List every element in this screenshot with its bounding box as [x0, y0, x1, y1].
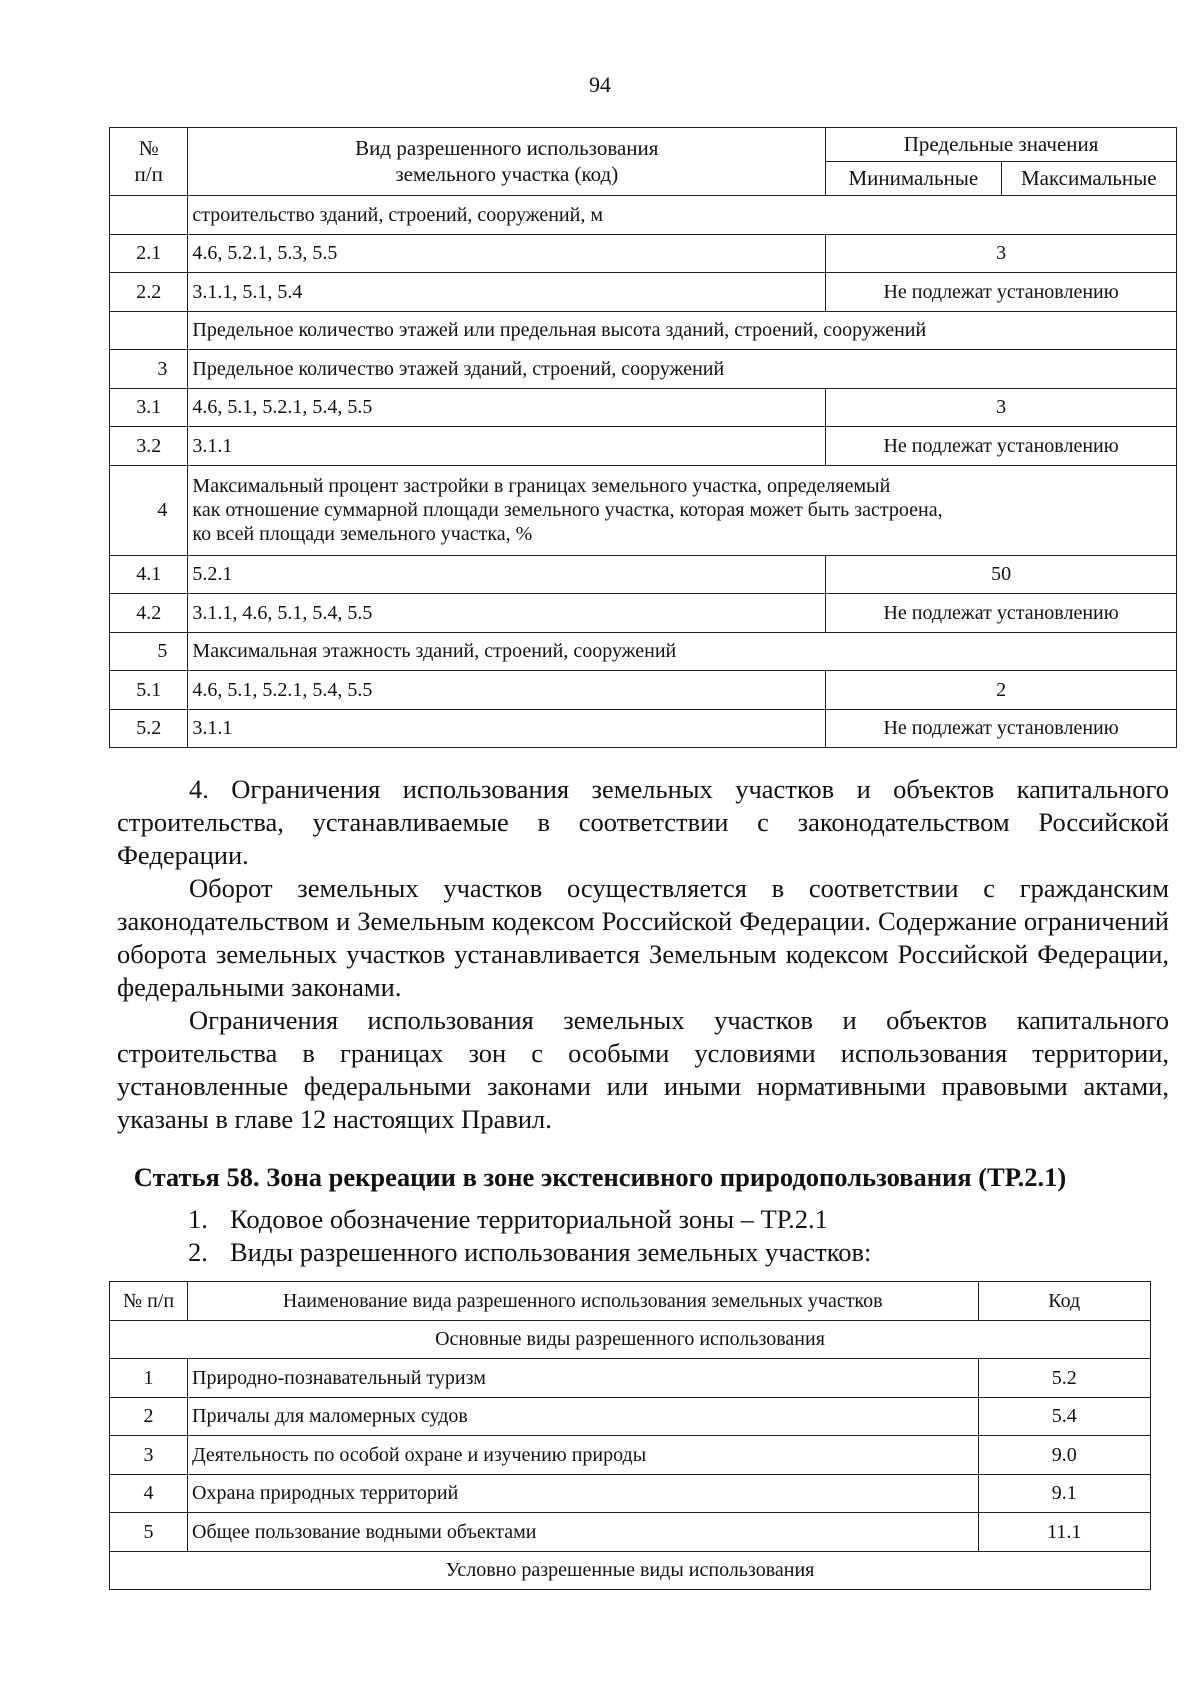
table-row: [110, 1359, 1151, 1398]
row-number: 3.2: [110, 427, 188, 466]
row-number: 4.1: [110, 555, 188, 594]
paragraph: 4. Ограничения использования земельных участков и объектов капитального строительства, устанавливаемые в соответствии с законодательством Российской Федерации.: [117, 774, 1169, 870]
table-row: [110, 555, 1177, 594]
table-row: [110, 350, 1177, 389]
row-number: 3: [110, 1436, 188, 1475]
table-row: [110, 273, 1177, 312]
row-codes: 4.6, 5.1, 5.2.1, 5.4, 5.5: [188, 671, 826, 710]
row-number: 3.1: [110, 388, 188, 427]
row-value: Не подлежат установлению: [826, 427, 1177, 466]
header-name: Наименование вида разрешенного использования земельных участков: [188, 1282, 979, 1321]
table-row: [110, 196, 1177, 235]
list-item-number: 1.: [188, 1204, 208, 1234]
table-row: [110, 311, 1177, 350]
row-value: Не подлежат установлению: [826, 273, 1177, 312]
row-number: 5: [110, 1513, 188, 1552]
row-section-title: [188, 465, 1177, 555]
row-section-line: Максимальный процент застройки в границах земельного участка, определяемый: [192, 475, 891, 497]
table-row: [110, 234, 1177, 273]
body-text: [117, 773, 1169, 1136]
list-item: [188, 1236, 871, 1269]
row-value: 2: [826, 671, 1177, 710]
table-row: [110, 709, 1177, 748]
header-limits: Предельные значения: [826, 128, 1177, 162]
row-name: Общее пользование водными объектами: [188, 1513, 979, 1552]
header-code: Код: [978, 1282, 1150, 1321]
row-code: 5.2: [978, 1359, 1150, 1398]
header-num: № п/п: [110, 1282, 188, 1321]
row-name: Охрана природных территорий: [188, 1474, 979, 1513]
paragraph: Оборот земельных участков осуществляется в соответствии с гражданским законодательством и Земельным кодексом Российской Федерации. Содержание ограничений оборота земельных участков устанавливается Земельным кодексом Российской Федерации, федеральными законами.: [117, 873, 1169, 1002]
table-row: [110, 388, 1177, 427]
row-name: Деятельность по особой охране и изучению природы: [188, 1436, 979, 1475]
row-number: 5.2: [110, 709, 188, 748]
row-value: Не подлежат установлению: [826, 709, 1177, 748]
row-codes: 3.1.1, 5.1, 5.4: [188, 273, 826, 312]
header-desc: Вид разрешенного использования земельного участка (код): [188, 128, 826, 196]
table-row: [110, 1397, 1151, 1436]
header-max: Максимальные: [1001, 162, 1176, 196]
section-label: Основные виды разрешенного использования: [110, 1320, 1151, 1359]
list-item-text: Кодовое обозначение территориальной зоны – ТР.2.1: [230, 1204, 828, 1234]
table-row: [110, 671, 1177, 710]
row-number: 4: [110, 465, 188, 555]
row-codes: 5.2.1: [188, 555, 826, 594]
row-section-title: Максимальная этажность зданий, строений, сооружений: [188, 632, 1177, 671]
row-codes: 4.6, 5.1, 5.2.1, 5.4, 5.5: [188, 388, 826, 427]
table-row: [110, 1474, 1151, 1513]
row-name: Причалы для маломерных судов: [188, 1397, 979, 1436]
numbered-list: [188, 1203, 871, 1269]
article-title: Статья 58. Зона рекреации в зоне экстенсивного природопользования (ТР.2.1): [133, 1162, 1067, 1192]
list-item-number: 2.: [188, 1237, 208, 1267]
row-section-title: Предельное количество этажей зданий, строений, сооружений: [188, 350, 1177, 389]
row-codes: 3.1.1: [188, 427, 826, 466]
row-section-line: ко всей площади земельного участка, %: [192, 523, 533, 545]
row-code: 5.4: [978, 1397, 1150, 1436]
row-number: 5.1: [110, 671, 188, 710]
row-number: 5: [110, 632, 188, 671]
table-row: [110, 427, 1177, 466]
row-value: Не подлежат установлению: [826, 594, 1177, 633]
row-number: 2.1: [110, 234, 188, 273]
section-row: [110, 1320, 1151, 1359]
list-item: [188, 1203, 871, 1236]
row-value: 50: [826, 555, 1177, 594]
limits-table-body: [110, 196, 1177, 748]
table-row: [110, 594, 1177, 633]
row-code: 9.1: [978, 1474, 1150, 1513]
row-number: 1: [110, 1359, 188, 1398]
row-number: 3: [110, 350, 188, 389]
paragraph: Ограничения использования земельных участков и объектов капитального строительства в границах зон с особыми условиями использования территории, установленные федеральными законами или иными нормативными правовыми актами, указаны в главе 12 настоящих Правил.: [117, 1005, 1169, 1134]
table-row: [110, 1436, 1151, 1475]
row-section-title: Предельное количество этажей или предельная высота зданий, строений, сооружений: [188, 311, 1177, 350]
row-number: 2.2: [110, 273, 188, 312]
row-codes: 4.6, 5.2.1, 5.3, 5.5: [188, 234, 826, 273]
row-number: 4.2: [110, 594, 188, 633]
table-row: [110, 1513, 1151, 1552]
row-number: 2: [110, 1397, 188, 1436]
row-number: 4: [110, 1474, 188, 1513]
row-value: 3: [826, 234, 1177, 273]
section-label: Условно разрешенные виды использования: [110, 1551, 1151, 1590]
row-section-line: как отношение суммарной площади земельного участка, которая может быть застроена,: [192, 499, 943, 521]
section-row: [110, 1551, 1151, 1590]
row-value: 3: [826, 388, 1177, 427]
table-row: [110, 632, 1177, 671]
permitted-use-table-body: [110, 1320, 1151, 1590]
table-row: [110, 465, 1177, 555]
row-number: [110, 196, 188, 235]
list-item-text: Виды разрешенного использования земельных участков:: [230, 1237, 872, 1267]
page-number: 94: [589, 72, 611, 97]
row-name: Природно-познавательный туризм: [188, 1359, 979, 1398]
row-code: 9.0: [978, 1436, 1150, 1475]
limits-table: [109, 127, 1177, 748]
row-codes: 3.1.1, 4.6, 5.1, 5.4, 5.5: [188, 594, 826, 633]
header-min: Минимальные: [826, 162, 1001, 196]
row-codes: 3.1.1: [188, 709, 826, 748]
row-number: [110, 311, 188, 350]
permitted-use-table: [109, 1281, 1151, 1590]
row-section-title: строительство зданий, строений, сооружений, м: [188, 196, 1177, 235]
row-code: 11.1: [978, 1513, 1150, 1552]
header-num: № п/п: [110, 128, 188, 196]
